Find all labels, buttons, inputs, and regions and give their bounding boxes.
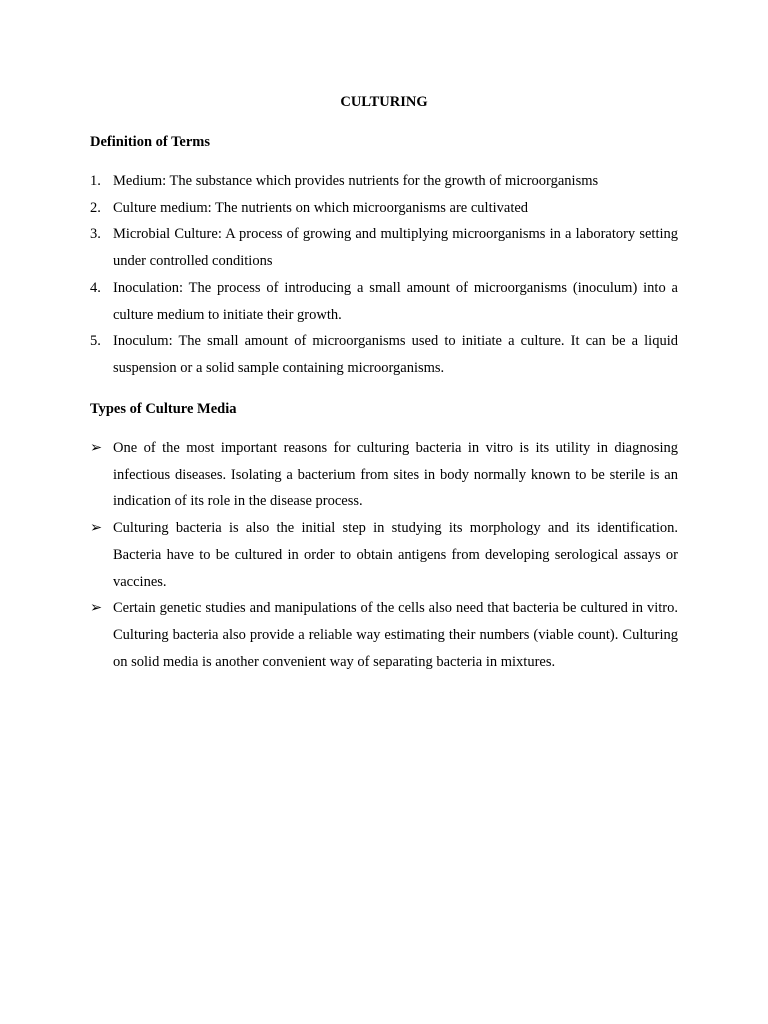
- list-number: 3.: [90, 226, 101, 243]
- list-item-text: Microbial Culture: A process of growing and multiplying microorganisms in a laboratory setting under controlled conditions: [113, 226, 678, 270]
- section-heading-definitions: Definition of Terms: [90, 134, 211, 150]
- bullet-item: [90, 515, 678, 595]
- bullet-item-text: Culturing bacteria is also the initial step in studying its morphology and its identification. Bacteria have to be cultured in order to obtain antigens from developing serological assays or vaccines.: [113, 520, 678, 590]
- list-item: [90, 195, 678, 222]
- bullet-list: [90, 435, 678, 675]
- bullet-item: [90, 595, 678, 675]
- bullet-item-text: One of the most important reasons for culturing bacteria in vitro is its utility in diagnosing infectious diseases. Isolating a bacterium from sites in body normally known to be sterile is an indication of its role in the disease process.: [113, 440, 678, 510]
- list-item: [90, 328, 678, 381]
- section-heading-culture-media: Types of Culture Media: [90, 401, 237, 417]
- list-item: [90, 168, 678, 195]
- list-item: [90, 221, 678, 274]
- list-item-text: Culture medium: The nutrients on which microorganisms are cultivated: [113, 199, 529, 216]
- arrow-bullet-icon: ➢: [90, 600, 103, 617]
- arrow-bullet-icon: ➢: [90, 440, 103, 456]
- list-item-text: Medium: The substance which provides nutrients for the growth of microorganisms: [113, 173, 599, 189]
- list-item-text: Inoculum: The small amount of microorganisms used to initiate a culture. It can be a liquid suspension or a solid sample containing microorganisms.: [113, 333, 678, 376]
- list-item-text: Inoculation: The process of introducing a small amount of microorganisms (inoculum) into a culture medium to initiate their growth.: [113, 279, 678, 323]
- list-number: 5.: [90, 333, 101, 350]
- bullet-item: [90, 435, 678, 515]
- list-item: [90, 275, 678, 328]
- arrow-bullet-icon: ➢: [90, 520, 103, 537]
- list-number: 2.: [90, 199, 101, 216]
- bullet-item-text: Certain genetic studies and manipulations of the cells also need that bacteria be cultured in vitro. Culturing bacteria also provide a reliable way estimating their numbers (viable count). Culturing on solid media is another convenient way of separating bacteria in mixtures.: [113, 600, 678, 670]
- list-number: 1.: [90, 173, 101, 189]
- page-title: CULTURING: [340, 94, 428, 110]
- definitions-list: [90, 168, 678, 382]
- list-number: 4.: [90, 279, 101, 296]
